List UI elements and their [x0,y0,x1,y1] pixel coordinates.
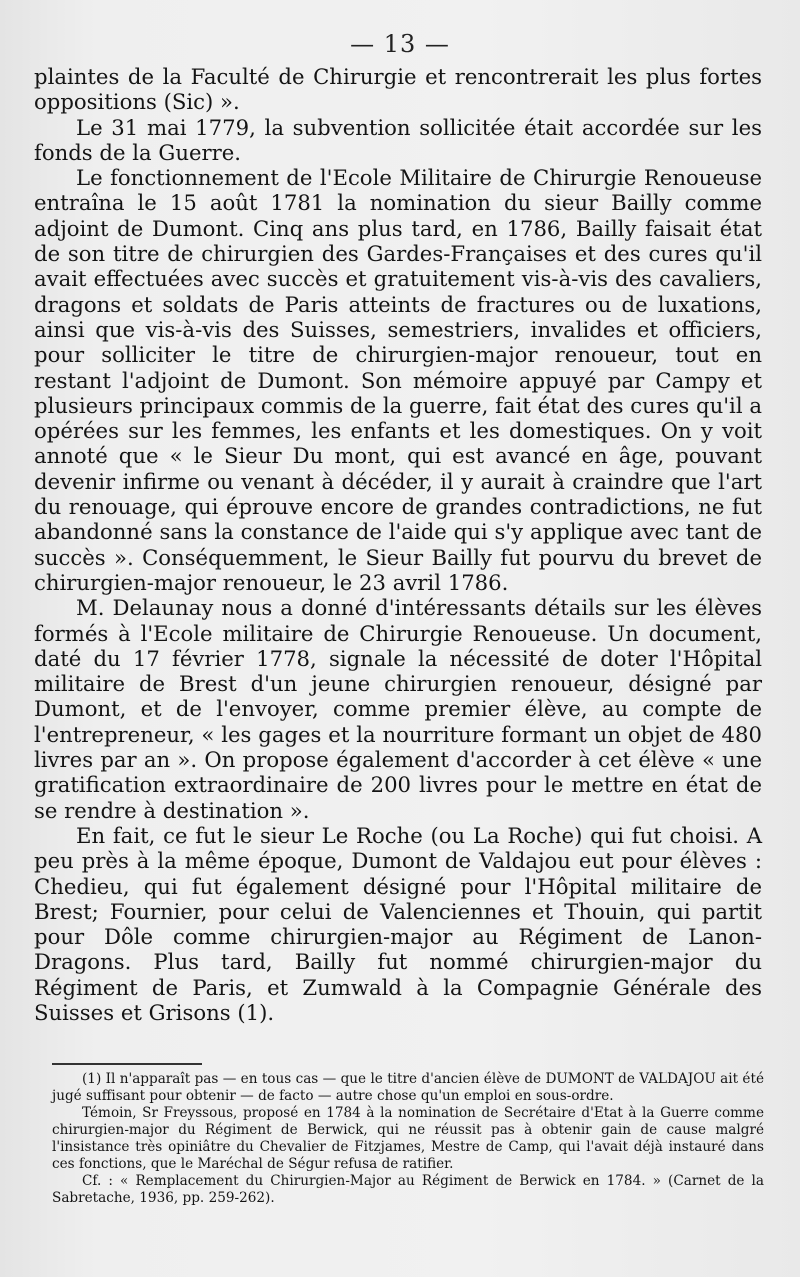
footnote: Cf. : « Remplacement du Chirurgien-Major au Régiment de Berwick en 1784. » (Carnet de la Sabretache, 1936, pp. 259-262). [52,1173,764,1206]
paragraph: plaintes de la Faculté de Chirurgie et rencontrerait les plus fortes oppositions (Sic) ». [34,64,762,115]
footnote: (1) Il n'apparaît pas — en tous cas — que le titre d'ancien élève de DUMONT de VALDAJOU ait été jugé suffisant pour obtenir — de facto — autre chose qu'un emploi en sous-ordre. [52,1071,764,1104]
main-text [34,64,762,1025]
paragraph: En fait, ce fut le sieur Le Roche (ou La Roche) qui fut choisi. A peu près à la même époque, Dumont de Valdajou eut pour élèves : Chedieu, qui fut également désigné pour l'Hôpital militaire de Brest; Fournier, pour celui de Valenciennes et Thouin, qui partit pour Dôle comme chirurgien-major au Régiment de Lanon-Dragons. Plus tard, Bailly fut nommé chirurgien-major du Régiment de Paris, et Zumwald à la Compagnie Générale des Suisses et Grisons (1). [34,822,762,1025]
paragraph: Le fonctionnement de l'Ecole Militaire de Chirurgie Renoueuse entraîna le 15 août 1781 la nomination du sieur Bailly comme adjoint de Dumont. Cinq ans plus tard, en 1786, Bailly faisait état de son titre de chirurgien des Gardes-Françaises et des cures qu'il avait effectuées avec succès et gratuitement vis-à-vis des cavaliers, dragons et soldats de Paris atteints de fractures ou de luxations, ainsi que vis-à-vis des Suisses, semestriers, invalides et officiers, pour solliciter le titre de chirurgien-major renoueur, tout en restant l'adjoint de Dumont. Son mémoire appuyé par Campy et plusieurs principaux commis de la guerre, fait état des cures qu'il a opérées sur les femmes, les enfants et les domestiques. On y voit annoté que « le Sieur Du mont, qui est avancé en âge, pouvant devenir infirme ou venant à décéder, il y aurait à craindre que l'art du renouage, qui éprouve encore de grandes contradictions, ne fut abandonné sans la constance de l'aide qui s'y applique avec tant de succès ». Conséquemment, le Sieur Bailly fut pourvu du brevet de chirurgien-major renoueur, le 23 avril 1786. [34,165,762,595]
page-number: — 13 — [350,30,450,58]
paragraph: M. Delaunay nous a donné d'intéressants détails sur les élèves formés à l'Ecole militaire de Chirurgie Renoueuse. Un document, daté du 17 février 1778, signale la nécessité de doter l'Hôpital militaire de Brest d'un jeune chirurgien renoueur, désigné par Dumont, et de l'envoyer, comme premier élève, au compte de l'entrepreneur, « les gages et la nourriture formant un objet de 480 livres par an ». On propose également d'accorder à cet élève « une gratification extraordinaire de 200 livres pour le mettre en état de se rendre à destination ». [34,595,762,823]
footnote-divider [52,1063,202,1065]
footnotes [52,1071,764,1207]
paragraph: Le 31 mai 1779, la subvention sollicitée était accordée sur les fonds de la Guerre. [34,114,762,165]
footnote: Témoin, Sr Freyssous, proposé en 1784 à la nomination de Secrétaire d'Etat à la Guerre comme chirurgien-major du Régiment de Berwick, qui ne réussit pas à obtenir gain de cause malgré l'insistance très opiniâtre du Chevalier de Fitzjames, Mestre de Camp, qui l'avait déjà instauré dans ces fonctions, que le Maréchal de Ségur refusa de ratifier. [52,1105,764,1172]
